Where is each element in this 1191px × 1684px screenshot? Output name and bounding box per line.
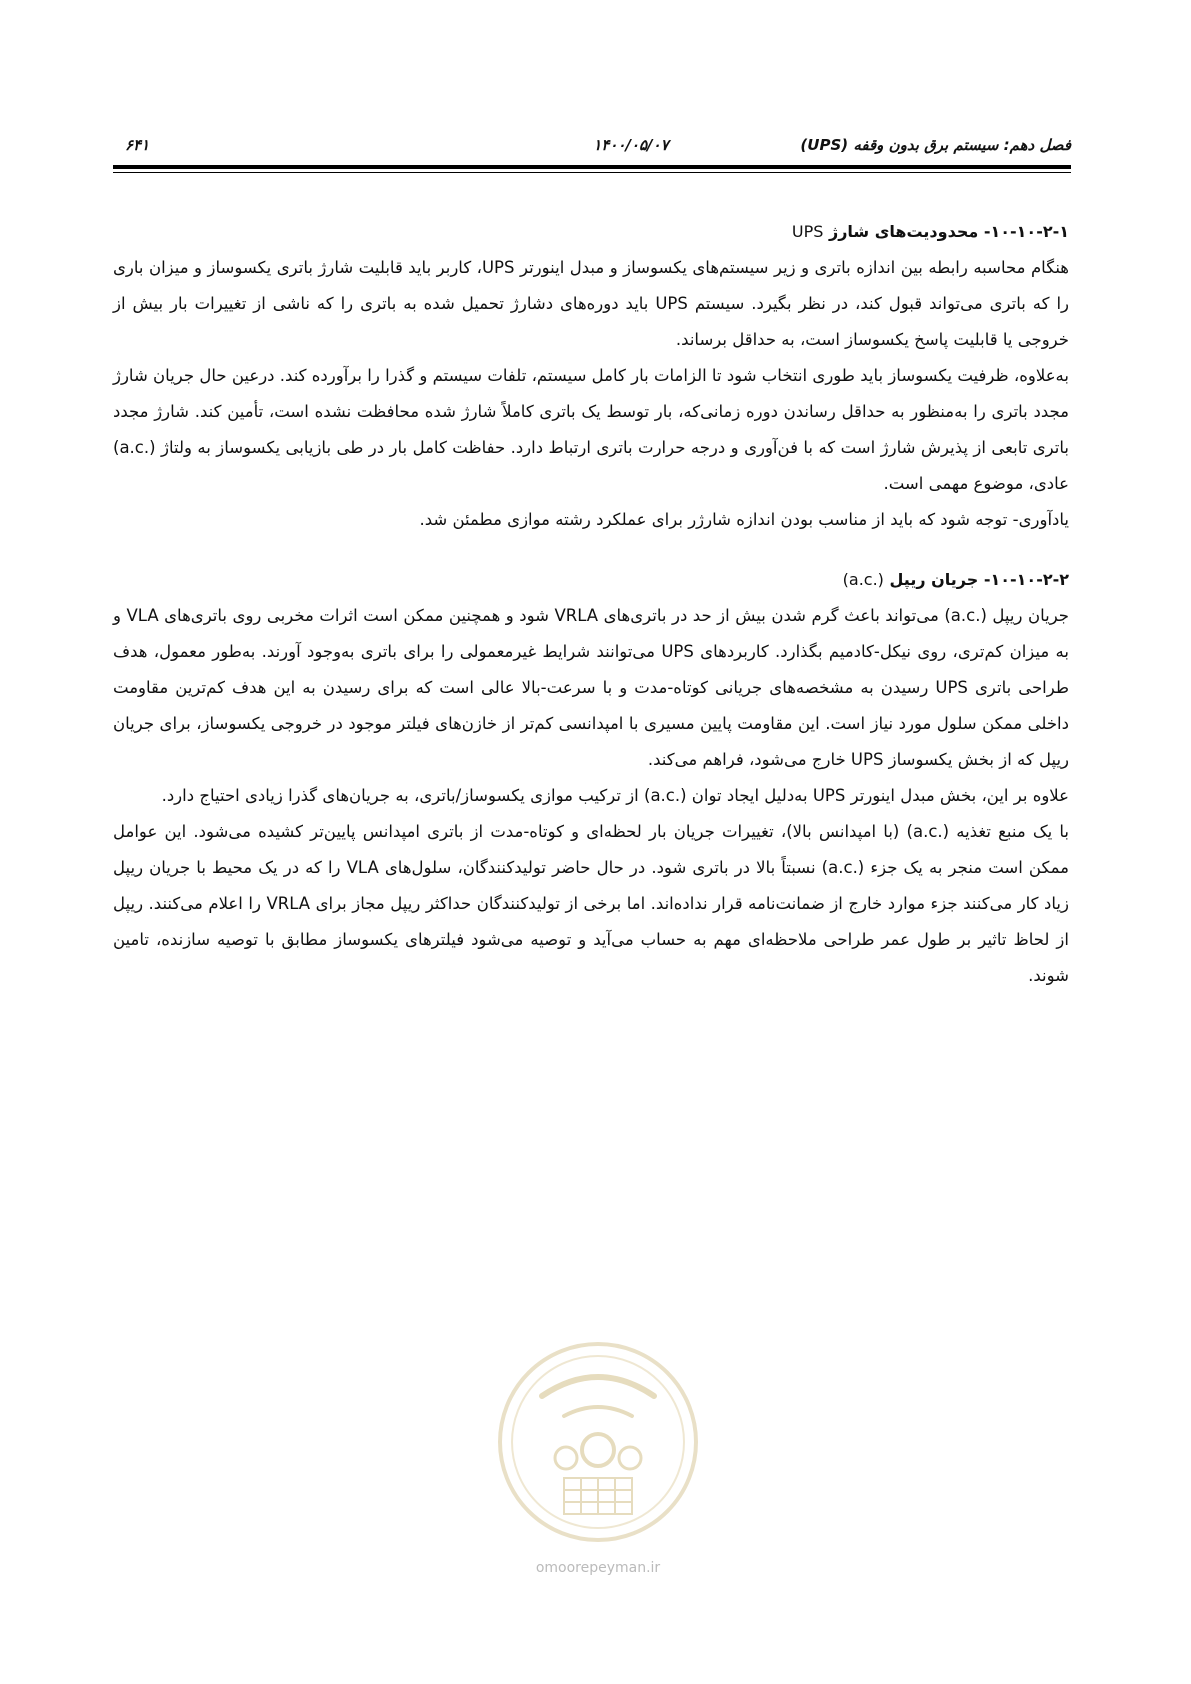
section-number: ۱۰-۱۰-۲-۲-: [983, 570, 1069, 589]
section-heading-charge-limits: [113, 214, 1069, 250]
section-heading-ripple-current: [113, 562, 1069, 598]
paragraph: علاوه بر این، بخش مبدل اینورتر UPS به‌دلیل ایجاد توان (.a.c) از ترکیب موازی یکسوساز/باتری، به جریان‌های گذرا زیادی احتیاج دارد.: [161, 786, 1069, 805]
section-title: جریان ریپل: [889, 570, 979, 589]
paragraph: هنگام محاسبه رابطه بین اندازه باتری و زیر سیستم‌های یکسوساز و مبدل اینورتر UPS، کاربر باید قابلیت شارژ باتری یکسوساز و میزان باری را که باتری می‌تواند قبول کند، در نظر بگیرد. سیستم UPS باید دوره‌های دشارژ تحمیل شده به باتری را که ناشی از تغییرات بار بیش از خروجی یا قابلیت پاسخ یکسوساز است، به حداقل برساند.: [113, 258, 1069, 349]
note-paragraph: یادآوری- توجه شود که باید از مناسب بودن اندازه شارژر برای عملکرد رشته موازی مطمئن شد.: [419, 510, 1069, 529]
page-number: ۶۴۱: [125, 136, 150, 154]
section-title-suffix: UPS: [791, 222, 824, 241]
section-title-suffix: (.a.c): [842, 570, 884, 589]
header-rule-thick: [113, 165, 1071, 169]
section-title: محدودیت‌های شارژ: [828, 222, 979, 241]
header-rule-thin: [113, 172, 1071, 173]
paragraph: جریان ریپل (.a.c) می‌تواند باعث گرم شدن بیش از حد در باتری‌های VRLA شود و همچنین ممکن است اثرات مخربی روی باتری‌های VLA و به میزان کم‌تری، روی نیکل-کادمیم بگذارد. کاربردهای UPS می‌توانند شرایط غیرمعمولی را برای باتری به‌وجود آورند. به‌طور معمول، هدف طراحی باتری UPS رسیدن به مشخصه‌های جریانی کوتاه-مدت و با سرعت-بالا عالی است که برای رسیدن به این هدف کم‌ترین مقاومت داخلی ممکن سلول مورد نیاز است. این مقاومت پایین مسیری با امپدانسی کم‌تر از خازن‌های فیلتر موجود در خروجی یکسوساز، برای جریان ریپل که از بخش یکسوساز UPS خارج می‌شود، فراهم می‌کند.: [113, 606, 1070, 769]
watermark-seal-logo: [494, 1338, 702, 1546]
page-header: [113, 136, 1071, 160]
section-number: ۱۰-۱۰-۲-۱-: [983, 222, 1069, 241]
paragraph: با یک منبع تغذیه (.a.c) (با امپدانس بالا)، تغییرات جریان بار لحظه‌ای و کوتاه-مدت از باتری امپدانس پایین‌تر کشیده می‌شود. این عوامل ممکن است منجر به یک جزء (.a.c) نسبتاً بالا در باتری شود. در حال حاضر تولیدکنندگان، سلول‌های VLA را که در یک محیط با جریان ریپل زیاد کار می‌کنند جزء موارد خارج از ضمانت‌نامه قرار نداده‌اند. اما برخی از تولیدکنندگان حداکثر ریپل مجاز برای VRLA را اعلام می‌کنند. ریپل از لحاظ تاثیر بر طول عمر طراحی ملاحظه‌ای مهم به حساب می‌آید و توصیه می‌شود فیلترهای یکسوساز مطابق با توصیه سازنده، تامین شوند.: [113, 822, 1069, 985]
header-date: ۱۴۰۰/۰۵/۰۷: [593, 136, 669, 154]
page-content: [113, 214, 1069, 994]
watermark-url: omoorepeyman.ir: [535, 1560, 661, 1576]
paragraph: به‌علاوه، ظرفیت یکسوساز باید طوری انتخاب شود تا الزامات بار کامل سیستم، تلفات سیستم و گذرا را برآورده کند. درعین حال جریان شارژ مجدد باتری را به‌منظور به حداقل رساندن دوره زمانی‌که، بار توسط یک باتری کاملاً شارژ شده محافظت نشده است، تأمین کند. شارژ مجدد باتری تابعی از پذیرش شارژ است که با فن‌آوری و درجه حرارت باتری ارتباط دارد. حفاظت کامل بار در طی بازیابی یکسوساز به ولتاژ (.a.c) عادی، موضوع مهمی است.: [113, 366, 1069, 493]
chapter-title: فصل دهم: سیستم برق بدون وقفه (UPS): [800, 136, 1071, 154]
